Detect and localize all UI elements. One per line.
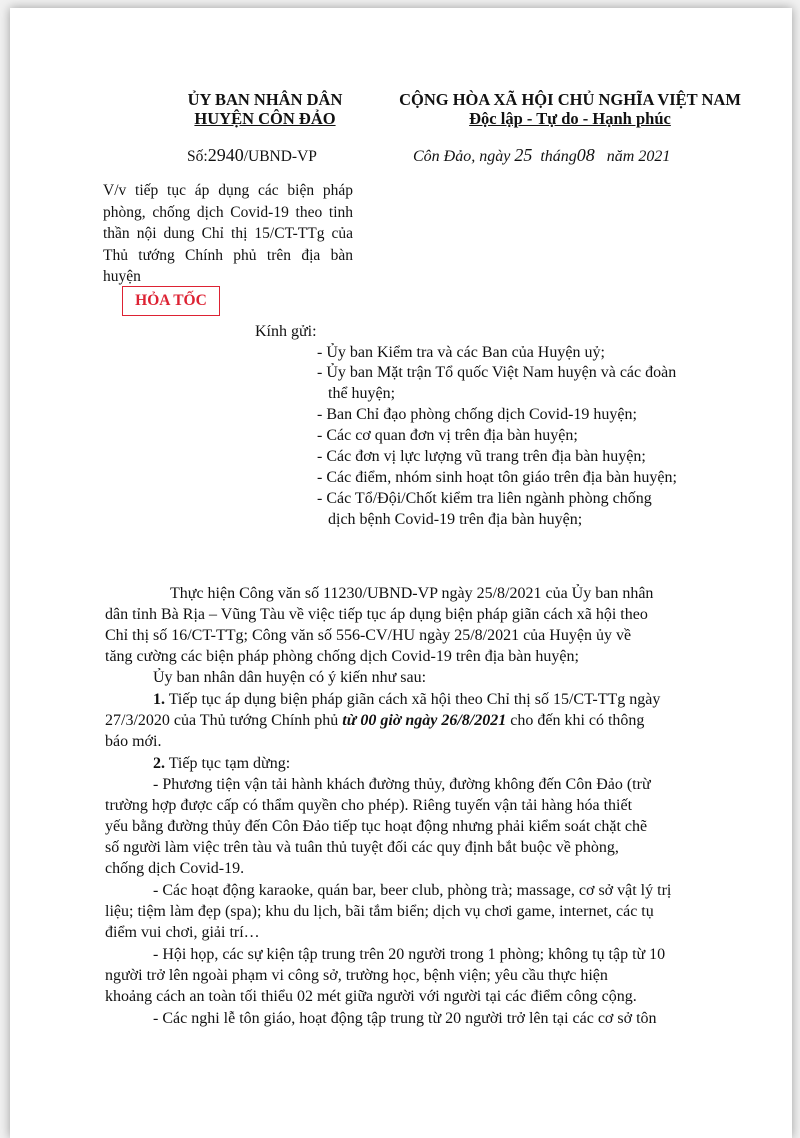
body-line: người trở lên ngoài phạm vi công sở, trường học, bệnh viện; yêu cầu thực hiện [105, 967, 608, 984]
document-subject: V/v tiếp tục áp dụng các biện pháp phòng, chống dịch Covid-19 theo tinh thần nội dung Chỉ thị 15/CT-TTg của Thủ tướng Chính phủ trên địa bàn huyện [103, 182, 353, 285]
recipient-item: - Ủy ban Mặt trận Tổ quốc Việt Nam huyện và các đoàn [317, 364, 677, 381]
item1-number: 1. [153, 691, 165, 708]
national-motto [370, 109, 770, 129]
body-line: số người làm việc trên tàu và tuân thủ tuyệt đối các quy định bắt buộc về phòng, [105, 839, 619, 856]
number-prefix: Số: [187, 148, 208, 165]
item1-line [105, 712, 644, 730]
body-line: liệu; tiệm làm đẹp (spa); khu du lịch, bãi tắm biển; dịch vụ chơi game, internet, các tụ [105, 903, 654, 920]
item1-line: báo mới. [105, 733, 162, 750]
item1-text: Tiếp tục áp dụng biện pháp giãn cách xã hội theo Chỉ thị số 15/CT-TTg ngày [168, 691, 661, 708]
recipient-item: thể huyện; [328, 385, 396, 402]
body-line: - Các hoạt động karaoke, quán bar, beer club, phòng trà; massage, cơ sở vật lý trị [153, 882, 672, 899]
item2-number: 2. [153, 755, 165, 772]
org-name-line2-text: HUYỆN CÔN ĐẢO [194, 109, 336, 128]
number-suffix: /UBND-VP [243, 148, 317, 165]
body-line: - Các nghi lễ tôn giáo, hoạt động tập trung từ 20 người trở lên tại các cơ sở tôn [153, 1010, 657, 1027]
item2-title [153, 755, 290, 773]
item1-text: cho đến khi có thông [510, 712, 645, 729]
document-date [413, 145, 670, 166]
recipient-item: - Ủy ban Kiểm tra và các Ban của Huyện uỷ; [317, 344, 605, 361]
body-line: chống dịch Covid-19. [105, 860, 245, 877]
org-name-line2 [160, 109, 370, 129]
recipient-item: - Các cơ quan đơn vị trên địa bàn huyện; [317, 427, 578, 444]
date-place: Côn Đảo, ngày [413, 148, 511, 165]
item1-effective-time: từ 00 giờ ngày 26/8/2021 [342, 712, 507, 729]
body-line: điểm vui chơi, giải trí… [105, 924, 260, 941]
item1-line [153, 691, 660, 709]
recipient-item: - Ban Chỉ đạo phòng chống dịch Covid-19 huyện; [317, 406, 637, 423]
number-value: 2940 [207, 145, 244, 165]
urgent-stamp: HỎA TỐC [122, 286, 220, 316]
item1-text: 27/3/2020 của Thủ tướng Chính phủ [105, 712, 339, 729]
date-month-label: tháng [540, 148, 577, 165]
body-line: Ủy ban nhân dân huyện có ý kiến như sau: [153, 669, 427, 686]
item2-text: Tiếp tục tạm dừng: [168, 755, 291, 772]
body-line: yếu bằng đường thủy đến Côn Đảo tiếp tục hoạt động nhưng phải kiểm soát chặt chẽ [105, 818, 648, 835]
body-line: tăng cường các biện pháp phòng chống dịch Covid-19 trên địa bàn huyện; [105, 648, 579, 665]
body-line: - Phương tiện vận tải hành khách đường thủy, đường không đến Côn Đảo (trừ [153, 776, 651, 793]
recipient-item: - Các điểm, nhóm sinh hoạt tôn giáo trên địa bàn huyện; [317, 469, 677, 486]
org-name-line1: ỦY BAN NHÂN DÂN [187, 90, 343, 109]
document-page [10, 8, 792, 1138]
document-number [187, 145, 317, 166]
body-line: trường hợp được cấp có thẩm quyền cho phép). Riêng tuyến vận tải hàng hóa thiết [105, 797, 633, 814]
body-line: Thực hiện Công văn số 11230/UBND-VP ngày 25/8/2021 của Ủy ban nhân [170, 585, 654, 602]
national-title: CỘNG HÒA XÃ HỘI CHỦ NGHĨA VIỆT NAM [399, 90, 741, 109]
date-year: năm 2021 [606, 148, 671, 165]
national-motto-text: Độc lập - Tự do - Hạnh phúc [469, 109, 671, 128]
date-day: 25 [514, 145, 533, 165]
body-line: Chỉ thị số 16/CT-TTg; Công văn số 556-CV/HU ngày 25/8/2021 của Huyện ủy về [105, 627, 632, 644]
body-line: khoảng cách an toàn tối thiểu 02 mét giữa người với người tại các điểm công cộng. [105, 988, 637, 1005]
greeting: Kính gửi: [255, 323, 317, 340]
recipient-item: - Các Tổ/Đội/Chốt kiểm tra liên ngành phòng chống [317, 490, 652, 507]
body-line: dân tỉnh Bà Rịa – Vũng Tàu về việc tiếp tục áp dụng biện pháp giãn cách xã hội theo [105, 606, 648, 623]
body-line: - Hội họp, các sự kiện tập trung trên 20 người trong 1 phòng; không tụ tập từ 10 [153, 946, 666, 963]
recipient-item: - Các đơn vị lực lượng vũ trang trên địa bàn huyện; [317, 448, 646, 465]
recipient-item: dịch bệnh Covid-19 trên địa bàn huyện; [328, 511, 583, 528]
date-month: 08 [576, 145, 595, 165]
